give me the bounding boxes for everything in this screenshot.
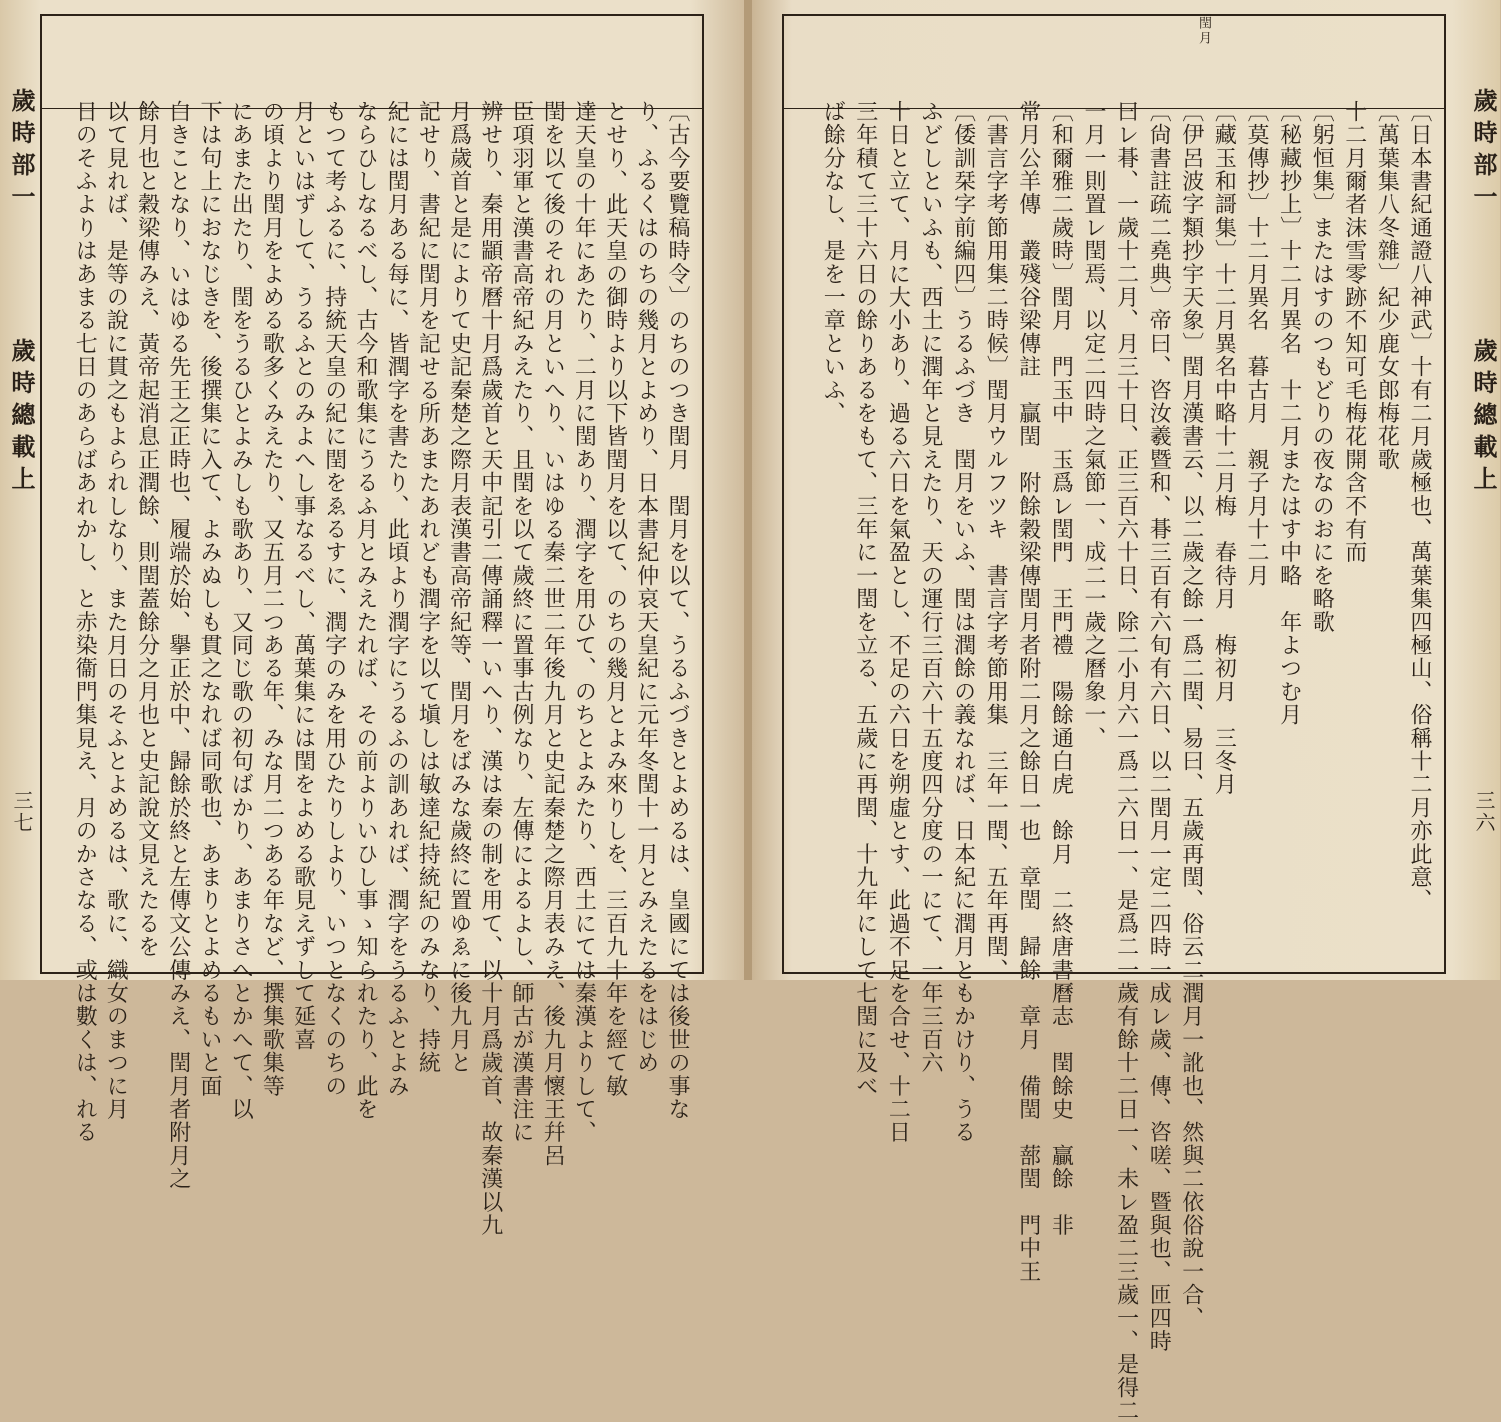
text-column: 月爲歲首と是によりて史記秦楚之際月表漢書高帝紀等、閏月をばみな歲終に置ゆゑに後九月と (446, 100, 472, 1075)
text-column: 〔尙書註疏二堯典〕帝曰、咨汝羲暨和、朞三百有六旬有六日、以二閏月一定二四時一成レ歲、傳、咨嗟、暨與也、匝四時 (1146, 100, 1172, 1353)
text-column: 〔日本書紀通證八神武〕十有二月歲極也、萬葉集四極山、俗稱十二月亦此意、 (1407, 100, 1432, 912)
text-column: 〔和爾雅二歲時〕閏月 門玉中 玉爲レ閏門 王門禮 陽餘通白虎 餘月 二終唐書曆志 閏餘史 贏餘 非 (1048, 100, 1074, 1237)
running-head: 閏月 (1196, 16, 1211, 46)
text-column: 以て見れば、是等の說に貫之もよられしなり、また月日のそふとよめるは、歌に、織女のまつに月 (103, 100, 129, 1121)
text-column: 〔古今要覽稿時令〕のちのつき閏月 閏月を以て、うるふづきとよめるは、皇國にては後世の事な (665, 100, 690, 1121)
text-column: 辨せり、秦用顓帝曆十月爲歲首と天中記引二傳誦釋一いへり、漢は秦の制を用て、以十月爲歲首、故秦漢以九 (477, 100, 503, 1237)
text-column: 紀には閏月ある每に、皆潤字を書たり、此頃より潤字にうるふの訓あれば、潤字をうるふとよみ (384, 100, 410, 1098)
text-column: とせり、此天皇の御時より以下皆閏月を以て、のちの幾月とよみ來りしを、三百九十年を經て敏 (602, 100, 628, 1098)
text-column: り、ふるくはのちの幾月とよめり、日本書紀仲哀天皇紀に元年冬閏十一月とみえたるをはじめ (633, 100, 659, 1075)
right-page (752, 0, 1500, 1422)
text-column: 曰レ朞、一歲十二月、月三十日、正三百六十日、除二小月六一爲二六日一、是爲二一歲有餘十二日一、未レ盈二三歲一、是得二 (1113, 100, 1139, 1422)
text-column: 餘月也と穀梁傳みえ、黃帝起消息正潤餘、則閏蓋餘分之月也と史記說文見えたるを (134, 100, 160, 959)
right-folio: 三六 (1472, 790, 1496, 834)
left-margin-title-mid: 歲時總載上 (7, 338, 36, 498)
text-column: もつて考ふるに、持統天皇の紀に閏をゑるすに、潤字のみを用ひたりしより、いつとなくのちの (321, 100, 347, 1098)
text-column: 三年積て三十六日の餘りあるをもて、三年に一閏を立る、五歲に再閏、十九年にして七閏に及べ (852, 100, 878, 1098)
text-column: 記せり、書紀に閏月を記せる所あまたあれども潤字を以て塡しは敏達紀持統紀のみなり、持統 (415, 100, 441, 1075)
left-page (0, 0, 748, 1237)
text-column: 〔躬恒集〕またはすのつもどりの夜なのおにを略歌 (1309, 100, 1335, 634)
left-folio: 三七 (10, 790, 34, 834)
left-margin-title-top: 歲時部一 (7, 88, 36, 216)
text-column: ば餘分なし、是を一章といふ、 (820, 100, 846, 425)
text-column: 下は句上におなじきを、後撰集に入て、よみぬしも貫之なれば同歌也、あまりとよめるもいと面 (197, 100, 222, 1098)
text-column: 〔莫傳抄〕十二月異名 暮古月 親子月十二月 (1244, 100, 1269, 588)
text-column: ふどしといふも、西土に潤年と見えたり、天の運行三百六十五度四分度の一にて、一年三百六 (918, 100, 943, 1075)
text-column: 〔秘藏抄上〕十二月異名 十二月またはす中略 年よつむ月 (1276, 100, 1302, 727)
text-column: ならひしなるべし、古今和歌集にうるふ月とみえたれば、その前よりいひし事ゝ知られたり、此を (353, 100, 378, 1121)
right-margin-title-mid: 歲時總載上 (1469, 338, 1498, 498)
text-column: 〔萬葉集八冬雜〕紀少鹿女郎梅花歌 (1374, 100, 1400, 472)
text-column: 〔倭訓栞字前編四〕うるふづき 閏月をいふ、閏は潤餘の義なれば、日本紀に潤月ともかけり、うる (950, 100, 976, 1144)
text-column: 臣項羽軍と漢書高帝紀みえたり、且閏を以て歲終に置事古例なり、左傳によるよし、師古が漢書注に (509, 100, 534, 1144)
right-margin-title-top: 歲時部一 (1469, 88, 1498, 216)
text-column: 〔伊呂波字類抄宇天象〕閏月漢書云、以二歲之餘一爲二閏、易曰、五歲再閏、俗云二潤月一訛也、然與二依俗說一合、 (1178, 100, 1204, 1330)
text-column: 十二月爾者沫雪零跡不知可毛梅花開含不有而 (1341, 100, 1367, 564)
text-column: 〔藏玉和謌集〕十二月異名中略十二月梅 春待月 梅初月 三冬月 (1211, 100, 1237, 796)
text-column: 白きことなり、いはゆる先王之正時也、履端於始、擧正於中、歸餘於終と左傳文公傳みえ、閏月者附月之 (165, 100, 191, 1191)
text-column: 十日と立て、月に大小あり、過る六日を氣盈とし、不足の六日を朔虛とす、此過不足を合せ、十二日 (885, 100, 911, 1144)
text-column: 一月一則置レ閏焉、以定二四時之氣節一、成二一歲之曆象一、 (1081, 100, 1106, 750)
text-column: 日のそふよりはあまる七日のあらばあれかし、と赤染衞門集見え、月のかさなる、或は數くは、れる (72, 100, 98, 1144)
text-column: にあまた出たり、閏をうるひとよみしも歌あり、又同じ歌の初句ばかり、あまりさへとかへて、以 (228, 100, 254, 1121)
text-column: 月といはずして、うるふとのみよへし事なるべし、萬葉集には閏をよめる歌見えずして延喜 (290, 100, 316, 1052)
text-column: の頃より閏月をよめる歌多くみえたり、又五月二つある年、みな月二つある年など、撰集歌集等 (259, 100, 285, 1098)
text-column: 達天皇の十年にあたり、二月に閏あり、潤字を用ひて、のちとよみたり、西土にては秦漢よりして、 (571, 100, 597, 1144)
text-column: 常月公羊傳 叢殘谷梁傳註 贏閏 附餘穀梁傳閏月者附二月之餘日一也 章閏 歸餘 章月 備閏 蔀閏 門中王 (1015, 100, 1041, 1284)
text-column: 閏を以て後のそれの月といへり、いはゆる秦二世二年後九月と史記秦楚之際月表みえ、後九月懷王幷呂 (540, 100, 566, 1168)
text-column: 〔書言字考節用集二時候〕閏月ウルフツキ 書言字考節用集 三年一閏、五年再閏、 (983, 100, 1009, 982)
